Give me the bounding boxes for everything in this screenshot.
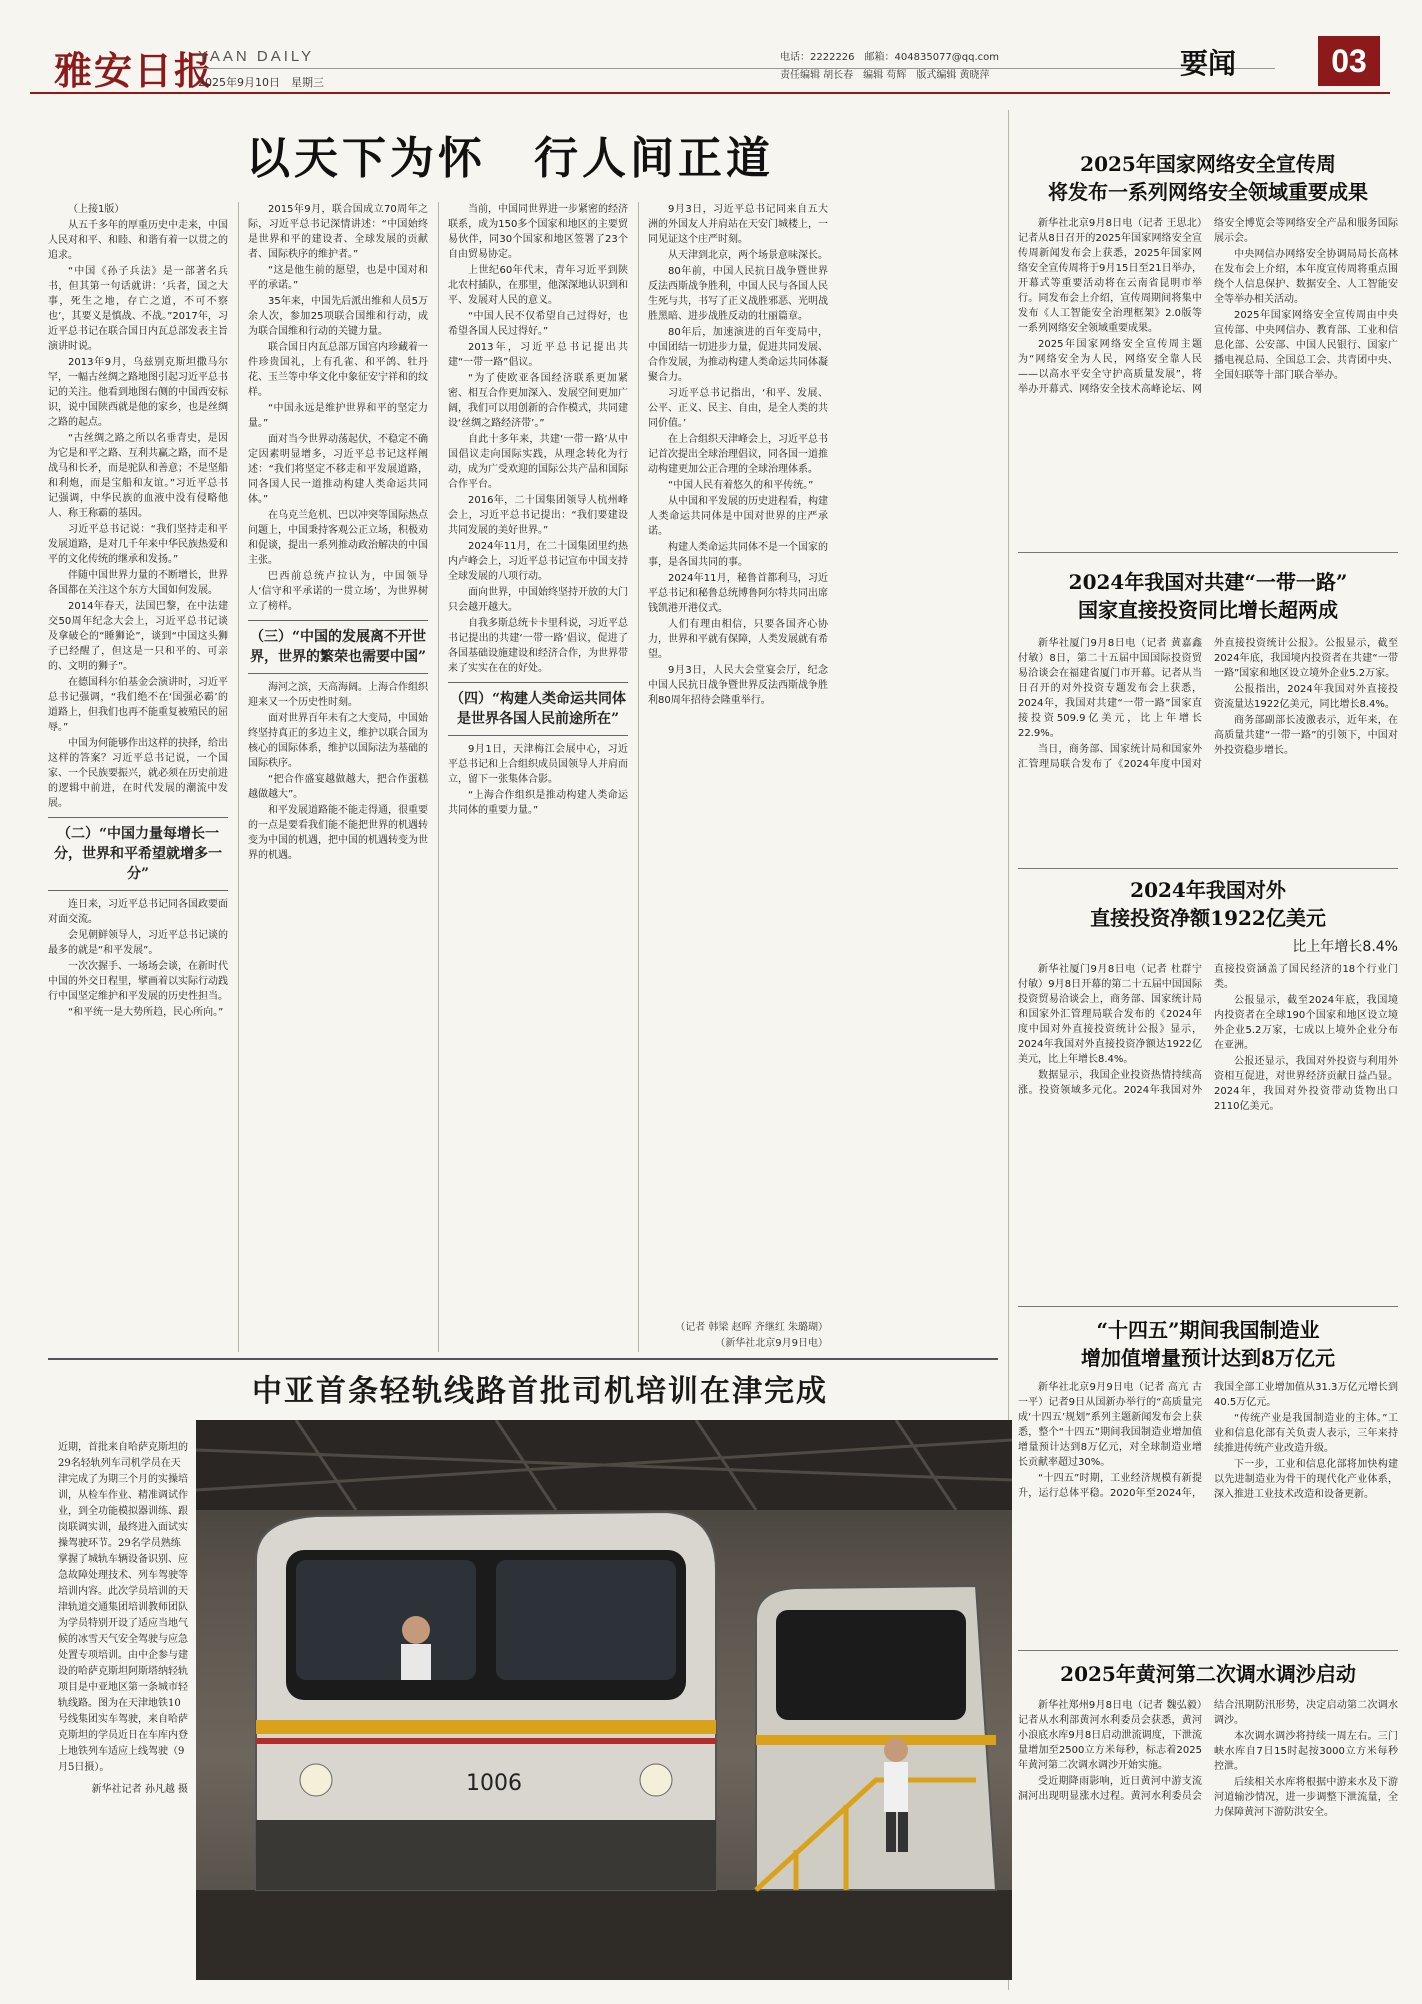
train-headlight-right (640, 1764, 672, 1796)
header-divider (195, 68, 1275, 69)
article5-title: 2025年黄河第二次调水调沙启动 (1060, 1662, 1356, 1686)
news3-paragraph: 数据显示，我国企业投资热情持续高涨。投资领域多元化。2024年我国对外直接投资涵盖了国民经济的18个行业门类。 (1018, 964, 1398, 1096)
article-paragraph: “中国人民有着悠久的和平传统。” (668, 480, 814, 491)
news1-paragraph: 新华社北京9月8日电（记者 王思北）记者从8日召开的2025年国家网络安全宣传周新闻发布会上获悉，2025年国家网络安全宣传周将于9月15日至21日举办，开幕式等重要活动将在云南省昆明市举行。同发布会上介绍，宣传周期间将集中发布《人工智能安全治理框架》2.0版等一系列网络安全领域重要成果。 (1018, 218, 1202, 334)
article1-body (1018, 216, 1398, 542)
subhead-3: （三）“中国的发展离不开世界，世界的繁荣也需要中国” (248, 620, 428, 674)
article3-body (1018, 962, 1398, 1298)
article-paragraph: 2016年，二十国集团领导人杭州峰会上，习近平总书记提出：“我们要建设共同发展的美好世界。” (448, 495, 628, 536)
news1-paragraph: 2025年国家网络安全宣传周由中央宣传部、中央网信办、教育部、工业和信息化部、公安部、中国人民银行、国家广播电视总局、全国总工会、共青团中央、全国妇联等十部门联合举办。 (1214, 310, 1398, 381)
article-paragraph: （上接1版） (68, 204, 125, 215)
article-paragraph: 上世纪60年代末，青年习近平到陕北农村插队，在那里，他深深地认识到和平、发展对人民的意义。 (448, 265, 628, 306)
article4-body (1018, 1380, 1398, 1642)
article-paragraph: 一次次握手、一场场会谈，在新时代中国的外交日程里，擘画着以实际行动践行中国坚定维护和平发展的历史性担当。 (48, 961, 228, 1002)
article-paragraph: 海河之滨，天高海阔。上海合作组织迎来又一个历史性时刻。 (248, 682, 428, 708)
news1-paragraph: 中央网信办网络安全协调局局长高林在发布会上介绍，本年度宣传周将重点围绕个人信息保护、数据安全、人工智能安全等举办相关活动。 (1214, 249, 1398, 305)
article-paragraph: 面对当今世界动荡起伏，不稳定不确定因素明显增多，习近平总书记这样阐述：“我们将坚定不移走和平发展道路，同各国人民一道推动构建人类命运共同体。” (248, 434, 428, 505)
article-paragraph: 当前，中国同世界进一步紧密的经济联系，成为150多个国家和地区的主要贸易伙伴，同30个国家和地区签署了23个自由贸易协定。 (448, 204, 628, 260)
article2-title (1018, 568, 1398, 624)
article-paragraph: 习近平总书记指出，‘和平、发展、公平、正义、民主、自由，是全人类的共同价值。’ (648, 388, 828, 429)
article3-title-line2: 直接投资净额1922亿美元 (1090, 906, 1326, 930)
train-stripe (256, 1720, 716, 1734)
article2-title-line2: 国家直接投资同比增长超两成 (1078, 598, 1338, 622)
main-article-col-2 (248, 202, 428, 1352)
article-paragraph: 连日来，习近平总书记同各国政要面对面交流。 (48, 899, 228, 925)
main-headline: 以天下为怀 行人间正道 (246, 133, 774, 184)
article-paragraph: 自我多斯总统卡卡里科说，习近平总书记提出的共建‘一带一路’倡议，促进了各国基础设施建设和经济合作，为世界带来了实实在在的好处。 (448, 618, 628, 674)
article-paragraph: 80年前，中国人民抗日战争暨世界反法西斯战争胜利，中国人民与各国人民生死与共，书写了正义战胜邪恶、光明战胜黑暗、进步战胜反动的壮丽篇章。 (648, 266, 828, 322)
trainee-figure (884, 1738, 908, 1852)
article-paragraph: 从中国和平发展的历史进程看，构建人类命运共同体是中国对世界的庄严承诺。 (648, 496, 828, 537)
photo-caption (58, 1440, 188, 1960)
train-window-left (296, 1560, 476, 1680)
article-paragraph: “中国人民不仅希望自己过得好，也希望各国人民过得好。” (448, 311, 628, 337)
article-paragraph: 9月3日，习近平总书记同来自五大洲的外国友人并肩站在天安门城楼上，一同见证这个庄严时刻。 (648, 204, 828, 245)
article4-title (1018, 1316, 1398, 1372)
article3-subtitle: 比上年增长8.4% (1292, 939, 1398, 955)
news5-paragraph: 受近期降雨影响，近日黄河中游支流洞河出现明显涨水过程。黄河水利委员会结合汛期防汛形势，决定启动第二次调水调沙。 (1018, 1700, 1398, 1802)
column-rule (438, 202, 439, 1352)
photo-feature-rule (48, 1358, 998, 1360)
article-paragraph: “上海合作组织是推动构建人类命运共同体的重要力量。” (448, 790, 628, 816)
train-photo-illustration (196, 1420, 1012, 1980)
article-paragraph: 在德国科尔伯基金会演讲时，习近平总书记强调，“我们绝不在‘国强必霸’的道路上，但我们也再不能重复被殖民的屈辱。” (48, 677, 228, 733)
train-number: 1006 (466, 1771, 522, 1796)
page-number: 03 (1318, 36, 1380, 86)
header-rule (30, 92, 1390, 94)
reporter-credit: （记者 韩梁 赵晖 齐继红 朱璐瑚） (675, 1322, 828, 1333)
news5-paragraph: 后续相关水库将根据中游来水及下游河道输沙情况，进一步调整下泄流量，全力保障黄河下游防洪安全。 (1214, 1777, 1398, 1818)
col2b-text (248, 680, 428, 863)
article5-body (1018, 1698, 1398, 1988)
subhead-2: （二）“中国力量每增长一分，世界和平希望就增多一分” (48, 817, 228, 891)
issue-date: 2025年9月10日 星期三 (198, 76, 324, 89)
newspaper-english-name: YAAN DAILY (198, 48, 315, 65)
article-paragraph: “中国永远是维护世界和平的坚定力量。” (248, 403, 428, 429)
article-paragraph: 在上合组织天津峰会上，习近平总书记首次提出全球治理倡议，同各国一道推动构建更加公正合理的全球治理体系。 (648, 434, 828, 475)
article-paragraph: 构建人类命运共同体不是一个国家的事，是各国共同的事。 (648, 542, 828, 568)
news3-paragraph: 新华社厦门9月8日电（记者 杜群宁 付敏）9月8日开幕的第二十五届中国国际投资贸易洽谈会上，商务部、国家统计局和国家外汇管理局联合发布的《2024年度中国对外直接投资统计公报》显示，2024年我国对外直接投资净额达1922亿美元，比上年增长8.4%。 (1018, 964, 1202, 1065)
newspaper-logo: 雅安日报 (54, 48, 215, 93)
dateline-credit: （新华社北京9月9日电） (715, 1338, 828, 1349)
col1b-text (48, 897, 228, 1020)
article-divider (1018, 868, 1398, 869)
contact-info: 电话：2222226 邮箱：404835077@qq.com (780, 52, 1000, 63)
article-paragraph: 在乌克兰危机、巴以冲突等国际热点问题上，中国秉持客观公正立场，积极劝和促谈，提出一系列推动政治解决的中国主张。 (248, 510, 428, 566)
article-paragraph: 9月1日，天津梅江会展中心，习近平总书记和上合组织成员国领导人并肩而立，留下一张集体合影。 (448, 744, 628, 785)
article3-title (1018, 876, 1398, 932)
article-paragraph: 人们有理由相信，只要各国齐心协力，世界和平就有保障，人类发展就有希望。 (648, 619, 828, 660)
news2-paragraph: 公报指出，2024年我国对外直接投资流量达1922亿美元，同比增长8.4%。 (1214, 684, 1398, 710)
article-paragraph: 巴西前总统卢拉认为，中国领导人‘信守和平承诺的一贯立场’，为世界树立了榜样。 (248, 571, 428, 612)
article-paragraph: 2015年9月，联合国成立70周年之际，习近平总书记深情讲述：“中国始终是世界和平的建设者、全球发展的贡献者、国际秩序的维护者。” (248, 204, 428, 260)
article-paragraph: 9月3日，人民大会堂宴会厅，纪念中国人民抗日战争暨世界反法西斯战争胜利80周年招待会隆重举行。 (648, 665, 828, 706)
article4-title-line1: “十四五”期间我国制造业 (1096, 1318, 1320, 1342)
article-paragraph: 伴随中国世界力量的不断增长，世界各国都在关注这个东方大国如何发展。 (48, 570, 228, 596)
article-paragraph: 2013年9月，乌兹别克斯坦撒马尔罕，一幅古丝绸之路地图引起习近平总书记的关注。他看到地图右侧的中国西安标识，说中国陕西就是他的家乡，也是丝绸之路的起点。 (48, 357, 228, 428)
news2-paragraph: 当日，商务部、国家统计局和国家外汇管理局联合发布了《2024年度中国对外直接投资统计公报》。公报显示，截至2024年底，我国境内投资者在共建“一带一路”国家和地区设立境外企业5.2万家。 (1018, 638, 1398, 770)
article-paragraph: 从五千多年的厚重历史中走来，中国人民对和平、和睦、和谐有着一以贯之的追求。 (48, 220, 228, 261)
article-paragraph: 会见朝鲜领导人，习近平总书记谈的最多的就是“和平发展”。 (48, 930, 228, 956)
article1-title-line1: 2025年国家网络安全宣传周 (1080, 152, 1336, 176)
col4-text (648, 202, 828, 708)
article-paragraph: 面对世界百年未有之大变局，中国始终坚持真正的多边主义，维护以联合国为核心的国际体系，维护以国际法为基础的国际秩序。 (248, 713, 428, 769)
article4-title-line2: 增加值增量预计达到8万亿元 (1081, 1346, 1335, 1370)
column-rule (238, 202, 239, 1352)
col1-text (48, 202, 228, 811)
news2-paragraph: 新华社厦门9月8日电（记者 黄嘉鑫 付敏）8日，第二十五届中国国际投资贸易洽谈会在福建省厦门市开幕。记者从当日召开的对外投资专题发布会上获悉，2024年，我国对共建“一带一路”国家直接投资509.9亿美元，比上年增长22.9%。 (1018, 638, 1202, 739)
article-paragraph: 2024年11月，秘鲁首都利马，习近平总书记和秘鲁总统博鲁阿尔特共同出席钱凯港开港仪式。 (648, 573, 828, 614)
col3-text (448, 202, 628, 676)
article-paragraph: “把合作盛宴越做越大，把合作蛋糕越做越大”。 (248, 774, 428, 800)
col3b-text (448, 742, 628, 818)
article-paragraph: 35年来，中国先后派出维和人员5万余人次，参加25项联合国维和行动，成为联合国维和行动的关键力量。 (248, 296, 428, 337)
news4-paragraph: 下一步，工业和信息化部将加快构建以先进制造业为骨干的现代化产业体系，深入推进工业技术改造和设备更新。 (1214, 1459, 1398, 1500)
second-train-windshield (776, 1610, 966, 1720)
news4-paragraph: “传统产业是我国制造业的主体。”工业和信息化部有关负责人表示，三年来持续推进传统产业改造升级。 (1214, 1413, 1398, 1454)
article-paragraph: 2014年春天，法国巴黎，在中法建交50周年纪念大会上，习近平总书记谈及拿破仑的“睡狮论”，谈到“中国这头狮子已经醒了，但这是一只和平的、可亲的、文明的狮子”。 (48, 601, 228, 672)
article1-title (1018, 150, 1398, 206)
floor (196, 1890, 1012, 1980)
article1-title-line2: 将发布一系列网络安全领域重要成果 (1048, 180, 1368, 204)
article-paragraph: 和平发展道路能不能走得通，很重要的一点是要看我们能不能把世界的机遇转变为中国的机遇，把中国的机遇转变为世界的机遇。 (248, 805, 428, 861)
article-paragraph: 从天津到北京，两个场景意味深长。 (668, 250, 828, 261)
article-divider (1018, 1650, 1398, 1651)
main-article-col-3 (448, 202, 628, 1352)
news5-paragraph: 本次调水调沙将持续一周左右。三门峡水库自7日15时起按3000立方米每秒控泄。 (1214, 1731, 1398, 1772)
photo-credit: 新华社记者 孙凡越 摄 (91, 1784, 188, 1795)
article-paragraph: 面向世界，中国始终坚持开放的大门只会越开越大。 (448, 587, 628, 613)
article-paragraph: 联合国日内瓦总部万国宫内珍藏着一件珍贵国礼，上有孔雀、和平鸽、牡丹花、玉兰等中华文化中象征安宁祥和的纹样。 (248, 342, 428, 398)
news4-paragraph: “十四五”时期，工业经济规模有新提升，运行总体平稳。2020年至2024年，我国全部工业增加值从31.3万亿元增长到40.5万亿元。 (1018, 1382, 1398, 1499)
train-window-right (496, 1560, 676, 1680)
article3-title-line1: 2024年我国对外 (1130, 878, 1286, 902)
main-article-col-1 (48, 202, 228, 1352)
news2-paragraph: 商务部副部长凌激表示，近年来，在高质量共建“一带一路”的引领下，中国对外投资稳步增长。 (1214, 715, 1398, 756)
article-paragraph: “中国《孙子兵法》是一部著名兵书，但其第一句话就讲：‘兵者，国之大事，死生之地，存亡之道，不可不察也’，其要义是慎战、不战。”2017年，习近平总书记在联合国日内瓦总部发表主旨演讲时说。 (48, 266, 228, 352)
article-paragraph: 中国为何能够作出这样的抉择，给出这样的答案？习近平总书记说，一个国家、一个民族要振兴，就必须在历史前进的逻辑中前进，在时代发展的潮流中发展。 (48, 738, 228, 809)
photo-feature-title: 中亚首条轻轨线路首批司机培训在津完成 (252, 1374, 828, 1409)
article-paragraph: “和平统一是大势所趋，民心所向。” (68, 1007, 224, 1018)
train-undercarriage (256, 1820, 716, 1890)
column-rule (638, 202, 639, 1352)
article-paragraph: 80年后，加速演进的百年变局中，中国团结一切进步力量，促进共同发展、合作发展，为推动构建人类命运共同体凝聚合力。 (648, 327, 828, 383)
col2-text (248, 202, 428, 614)
section-title: 要闻 (1180, 47, 1237, 80)
article-paragraph: “为了使欧亚各国经济联系更加紧密、相互合作更加深入、发展空间更加广阔，我们可以用创新的合作模式，共同建设‘丝绸之路经济带’。” (448, 373, 628, 429)
article2-title-line1: 2024年我国对共建“一带一路” (1068, 570, 1348, 594)
article-divider (1018, 1306, 1398, 1307)
news5-paragraph: 新华社郑州9月8日电（记者 魏弘毅）记者从水利部黄河水利委员会获悉，黄河小浪底水库9月8日启动泄流调度，下泄流量增加至2500立方米每秒，标志着2025年黄河第二次调水调沙开始实施。 (1018, 1700, 1202, 1771)
article2-body (1018, 636, 1398, 860)
driver-figure (401, 1616, 431, 1680)
article-paragraph: “古丝绸之路之所以名垂青史，是因为它是和平之路、互利共赢之路，而不是战马和长矛，而是驼队和善意；不是坚船和利炮，而是宝船和友谊。”习近平总书记强调，中华民族的血液中没有侵略他人、称王称霸的基因。 (48, 433, 228, 519)
article-divider (1018, 552, 1398, 553)
train-photo (196, 1420, 1012, 1980)
photo-caption-text: 近期，首批来自哈萨克斯坦的29名轻轨列车司机学员在天津完成了为期三个月的实操培训，从检车作业、精准调试作业，到全功能模拟器训练、跟岗联调实训，最终进入面试实操驾驶环节。29名学员熟练掌握了城轨车辆设备识别、应急故障处理技术、列车驾驶等培训内容。此次学员培训的天津轨道交通集团培训教师团队为学员特别开设了适应当地气候的冰雪天气安全驾驶与应急处置专项培训。由中企参与建设的哈萨克斯坦阿斯塔纳轻轨项目是中亚地区第一条城市轻轨线路。图为在天津地铁10号线集团实车驾驶，来自哈萨克斯坦的学员近日在车库内登上地铁列车适应上线驾驶（9月5日摄）。 (58, 1442, 188, 1773)
article-paragraph: 2024年11月，在二十国集团里约热内卢峰会上，习近平总书记宣布中国支持全球发展的八项行动。 (448, 541, 628, 582)
editor-credits: 责任编辑 胡长春 编辑 苟辉 版式编辑 黄晓萍 (780, 70, 990, 81)
article-paragraph: 2013年，习近平总书记提出共建“一带一路”倡议。 (448, 342, 628, 368)
article-paragraph: 自此十多年来，共建‘一带一路’从中国倡议走向国际实践，从理念转化为行动，成为广受欢迎的国际公共产品和国际合作平台。 (448, 434, 628, 490)
second-train-stripe (756, 1735, 996, 1745)
news4-paragraph: 新华社北京9月9日电（记者 高亢 古一平）记者9日从国新办举行的“高质量完成‘十四五’规划”系列主题新闻发布会上获悉，整个“十四五”期间我国制造业增加值增量预计达到8万亿元，对全球制造业增长贡献率超过30%。 (1018, 1382, 1202, 1468)
article-paragraph: “这是他生前的愿望，也是中国对和平的承诺。” (248, 265, 428, 291)
article-paragraph: 习近平总书记说：“我们坚持走和平发展道路，是对几千年来中华民族热爱和平的文化传统的继承和发扬。” (48, 524, 228, 565)
news1-paragraph: 2025年国家网络安全宣传周主题为“网络安全为人民，网络安全靠人民——以高水平安全守护高质量发展”，将举办开幕式、网络安全技术高峰论坛、网络安全博览会等网络安全产品和服务国际展示会。 (1018, 218, 1398, 395)
train-headlight-left (300, 1764, 332, 1796)
news3-paragraph: 公报显示，截至2024年底，我国境内投资者在全球190个国家和地区设立境外企业5.2万家，七成以上境外企业分布在亚洲。 (1214, 995, 1398, 1051)
main-article-col-4 (648, 202, 828, 1312)
news3-paragraph: 公报还显示，我国对外投资与利用外资相互促进，对世界经济贡献日益凸显。2024年，我国对外投资带动货物出口2110亿美元。 (1214, 1056, 1398, 1112)
subhead-4: （四）“构建人类命运共同体是世界各国人民前途所在” (448, 682, 628, 736)
train-red-stripe (256, 1738, 716, 1744)
